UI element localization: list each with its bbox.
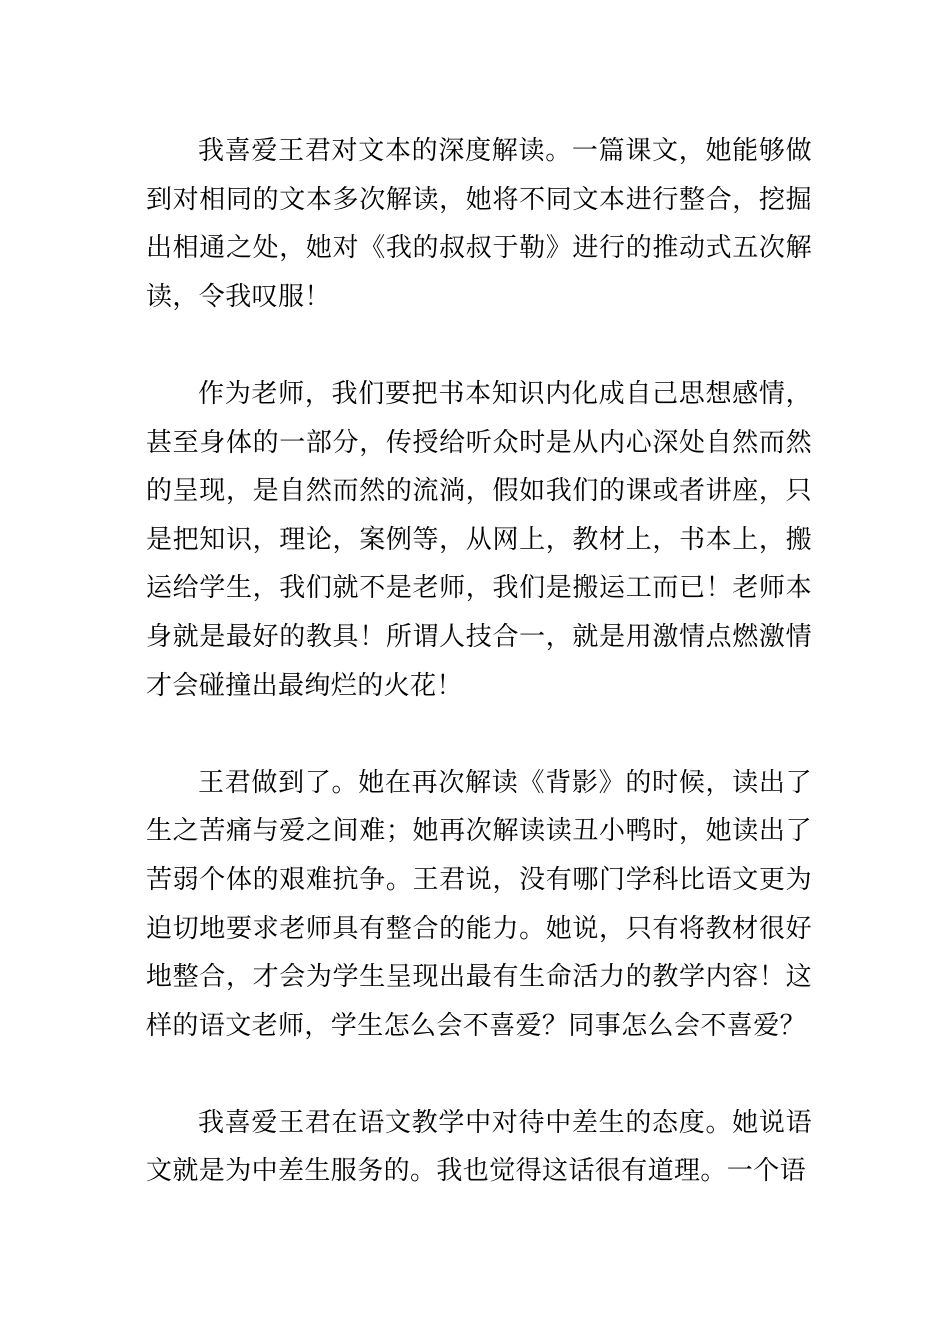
- paragraph-3: 王君做到了。她在再次解读《背影》的时候，读出了生之苦痛与爱之间难；她再次解读读丑小鸭时，她读出了苦弱个体的艰难抗争。王君说，没有哪门学科比语文更为迫切地要求老师具有整合的能力。她说，只有将教材很好地整合，才会为学生呈现出最有生命活力的教学内容！这样的语文老师，学生怎么会不喜爱？同事怎么会不喜爱？: [146, 767, 812, 1041]
- paragraph-2: 作为老师，我们要把书本知识内化成自己思想感情，甚至身体的一部分，传授给听众时是从内心深处自然而然的呈现，是自然而然的流淌，假如我们的课或者讲座，只是把知识，理论，案例等，从网上，教材上，书本上，搬运给学生，我们就不是老师，我们是搬运工而已！老师本身就是最好的教具！所谓人技合一，就是用激情点燃激情才会碰撞出最绚烂的火花！: [146, 378, 812, 701]
- paragraph-4: 我喜爱王君在语文教学中对待中差生的态度。她说语文就是为中差生服务的。我也觉得这话很有道理。一个语: [146, 1107, 812, 1187]
- paragraph-1: 我喜爱王君对文本的深度解读。一篇课文，她能够做到对相同的文本多次解读，她将不同文本进行整合，挖掘出相通之处，她对《我的叔叔于勒》进行的推动式五次解读，令我叹服！: [146, 136, 812, 312]
- document-body: [146, 127, 812, 1196]
